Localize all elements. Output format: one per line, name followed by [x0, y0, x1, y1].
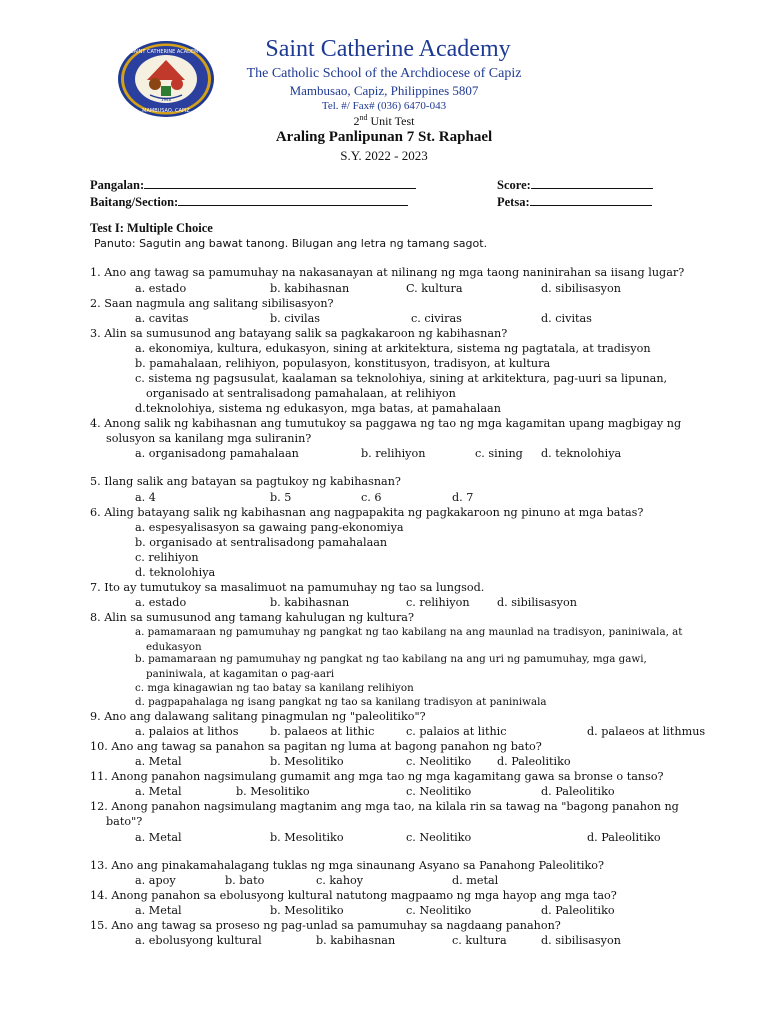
section-label: Baitang/Section:: [90, 195, 179, 209]
choice-option[interactable]: b. civilas: [270, 312, 321, 325]
choice-option[interactable]: d. pagpapahalaga ng isang pangkat ng tao sa kanilang tradisyon at paniniwala: [135, 696, 547, 708]
choice-option[interactable]: C. kultura: [406, 282, 463, 295]
question-text-continued: solusyon sa kanilang mga suliranin?: [106, 432, 312, 445]
question-text: 7. Ito ay tumutukoy sa masalimuot na pamumuhay ng tao sa lungsod.: [90, 581, 485, 594]
choice-option[interactable]: b. 5: [270, 491, 292, 504]
question-text: 3. Alin sa sumusunod ang batayang salik sa pagkakaroon ng kabihasnan?: [90, 327, 508, 340]
choice-option[interactable]: a. Metal: [135, 904, 182, 917]
choice-option[interactable]: c. Neolitiko: [406, 904, 472, 917]
question-text: 4. Anong salik ng kabihasnan ang tumutukoy sa paggawa ng tao ng mga kagamitan upang magbigay ng: [90, 417, 682, 430]
choice-option[interactable]: a. cavitas: [135, 312, 189, 325]
name-blank[interactable]: [144, 177, 416, 189]
question-text: 6. Aling batayang salik ng kabihasnan ang nagpapakita ng pagkakaroon ng pinuno at mga batas?: [90, 506, 644, 519]
school-name: Saint Catherine Academy: [265, 36, 511, 62]
name-label: Pangalan:: [90, 178, 145, 192]
choice-option[interactable]: c. relihiyon: [406, 596, 470, 609]
question-text-continued: bato"?: [106, 815, 143, 828]
choice-option[interactable]: paniniwala, at kagamitan o pag-aari: [146, 668, 335, 680]
question-text: 14. Anong panahon sa ebolusyong kultural natutong magpaamo ng mga hayop ang mga tao?: [90, 889, 617, 902]
date-blank[interactable]: [530, 194, 652, 206]
choice-option[interactable]: b. palaeos at lithic: [270, 725, 375, 738]
choice-option[interactable]: a. estado: [135, 282, 187, 295]
choice-option[interactable]: b. kabihasnan: [270, 596, 350, 609]
choice-option[interactable]: a. ebolusyong kultural: [135, 934, 262, 947]
choice-option[interactable]: c. sistema ng pagsusulat, kaalaman sa teknolohiya, sining at arkitektura, pag-uuri sa lipunan,: [135, 372, 668, 385]
choice-option[interactable]: b. kabihasnan: [270, 282, 350, 295]
question-text: 2. Saan nagmula ang salitang sibilisasyon?: [90, 297, 334, 310]
choice-option[interactable]: c. 6: [361, 491, 382, 504]
choice-option[interactable]: a. palaios at lithos: [135, 725, 239, 738]
choice-option[interactable]: a. Metal: [135, 785, 182, 798]
choice-option[interactable]: c. relihiyon: [135, 551, 199, 564]
score-field: [497, 177, 653, 193]
choice-option[interactable]: b. kabihasnan: [316, 934, 396, 947]
question-text: 9. Ano ang dalawang salitang pinagmulan ng "paleolitiko"?: [90, 710, 426, 723]
school-address: Mambusao, Capiz, Philippines 5807: [289, 83, 479, 98]
score-blank[interactable]: [531, 177, 653, 189]
question-text: 15. Ano ang tawag sa proseso ng pag-unlad sa pamumuhay sa nagdaang panahon?: [90, 919, 561, 932]
choice-option[interactable]: b. Mesolitiko: [270, 904, 344, 917]
choice-option[interactable]: a. estado: [135, 596, 187, 609]
choice-option[interactable]: d. sibilisasyon: [497, 596, 577, 609]
choice-option[interactable]: d. Paleolitiko: [497, 755, 571, 768]
score-label: Score:: [497, 178, 531, 192]
choice-option[interactable]: a. ekonomiya, kultura, edukasyon, sining at arkitektura, sistema ng pagtatala, at tradisyon: [135, 342, 651, 355]
test-instructions: Panuto: Sagutin ang bawat tanong. Bilugan ang letra ng tamang sagot.: [94, 237, 488, 250]
date-label: Petsa:: [497, 195, 530, 209]
choice-option[interactable]: a. apoy: [135, 874, 176, 887]
section-field: [90, 194, 408, 210]
choice-option[interactable]: c. Neolitiko: [406, 785, 472, 798]
choice-option[interactable]: b. pamahalaan, relihiyon, populasyon, konstitusyon, tradisyon, at kultura: [135, 357, 551, 370]
section-blank[interactable]: [178, 194, 408, 206]
choice-option[interactable]: b. Mesolitiko: [270, 755, 344, 768]
name-field: [90, 177, 416, 193]
school-year: S.Y. 2022 - 2023: [340, 148, 428, 163]
choice-option[interactable]: edukasyon: [146, 641, 202, 653]
choice-option[interactable]: b. relihiyon: [361, 447, 426, 460]
choice-option[interactable]: d. civitas: [541, 312, 592, 325]
choice-option[interactable]: d. Paleolitiko: [587, 831, 661, 844]
choice-option[interactable]: d. teknolohiya: [135, 566, 216, 579]
subject-title: Araling Panlipunan 7 St. Raphael: [275, 129, 493, 145]
question-text: 13. Ano ang pinakamahalagang tuklas ng mga sinaunang Asyano sa Panahong Paleolitiko?: [90, 859, 604, 872]
choice-option[interactable]: c. sining: [475, 447, 523, 460]
choice-option[interactable]: c. civiras: [411, 312, 462, 325]
choice-option[interactable]: c. Neolitiko: [406, 831, 472, 844]
test-name: Unit Test: [367, 114, 415, 128]
test-title: Test I: Multiple Choice: [90, 221, 213, 235]
choice-option[interactable]: c. kultura: [452, 934, 507, 947]
question-text: 8. Alin sa sumusunod ang tamang kahulugan ng kultura?: [90, 611, 414, 624]
choice-option[interactable]: a. espesyalisasyon sa gawaing pang-ekonomiya: [135, 521, 404, 534]
question-text: 11. Anong panahon nagsimulang gumamit ang mga tao ng mga kagamitang gawa sa bronse o tanso?: [90, 770, 664, 783]
test-ordinal: 2: [353, 114, 360, 128]
choice-option[interactable]: a. pamamaraan ng pamumuhay ng pangkat ng tao kabilang na ang maunlad na tradisyon, paniniwala, at: [135, 626, 683, 638]
choice-option[interactable]: d. palaeos at lithmus: [587, 725, 706, 738]
choice-option[interactable]: d. 7: [452, 491, 474, 504]
choice-option[interactable]: d.teknolohiya, sistema ng edukasyon, mga batas, at pamahalaan: [135, 402, 501, 415]
date-field: [497, 194, 652, 210]
choice-option[interactable]: a. Metal: [135, 831, 182, 844]
school-tagline: The Catholic School of the Archdiocese of Capiz: [246, 66, 522, 81]
choice-option[interactable]: a. Metal: [135, 755, 182, 768]
question-text: 12. Anong panahon nagsimulang magtanim ang mga tao, na kilala rin sa tawag na "bagong panahon ng: [90, 800, 679, 813]
choice-option[interactable]: a. 4: [135, 491, 156, 504]
choice-option[interactable]: b. pamamaraan ng pamumuhay ng pangkat ng tao kabilang na ang uri ng pamumuhay, mga gawi,: [135, 653, 647, 665]
choice-option[interactable]: b. Mesolitiko: [270, 831, 344, 844]
question-text: 5. Ilang salik ang batayan sa pagtukoy ng kabihasnan?: [90, 475, 401, 488]
choice-option[interactable]: organisado at sentralisadong pamahalaan, at relihiyon: [146, 387, 456, 400]
choice-option[interactable]: b. bato: [225, 874, 265, 887]
choice-option[interactable]: d. teknolohiya: [541, 447, 622, 460]
choice-option[interactable]: c. palaios at lithic: [406, 725, 507, 738]
choice-option[interactable]: c. mga kinagawian ng tao batay sa kanilang relihiyon: [135, 682, 414, 694]
choice-option[interactable]: b. Mesolitiko: [236, 785, 310, 798]
question-text: 1. Ano ang tawag sa pamumuhay na nakasanayan at nilinang ng mga taong naninirahan sa iisang lugar?: [90, 266, 685, 279]
choice-option[interactable]: d. metal: [452, 874, 499, 887]
choice-option[interactable]: d. Paleolitiko: [541, 785, 615, 798]
choice-option[interactable]: c. Neolitiko: [406, 755, 472, 768]
logo-year: 1948: [160, 97, 172, 102]
logo-text-top: SAINT CATHERINE ACADEMY: [130, 49, 202, 55]
logo-text-bottom: MAMBUSAO, CAPIZ: [142, 108, 190, 114]
school-phone: Tel. #/ Fax# (036) 6470-043: [321, 100, 447, 112]
choice-option[interactable]: b. organisado at sentralisadong pamahalaan: [135, 536, 388, 549]
choice-option[interactable]: d. sibilisasyon: [541, 282, 621, 295]
choice-option[interactable]: c. kahoy: [316, 874, 364, 887]
choice-option[interactable]: d. sibilisasyon: [541, 934, 621, 947]
choice-option[interactable]: a. organisadong pamahalaan: [135, 447, 299, 460]
choice-option[interactable]: d. Paleolitiko: [541, 904, 615, 917]
question-text: 10. Ano ang tawag sa panahon sa pagitan ng luma at bagong panahon ng bato?: [90, 740, 542, 753]
test-label: [0, 113, 768, 129]
test-ordinal-suffix: nd: [359, 113, 368, 122]
